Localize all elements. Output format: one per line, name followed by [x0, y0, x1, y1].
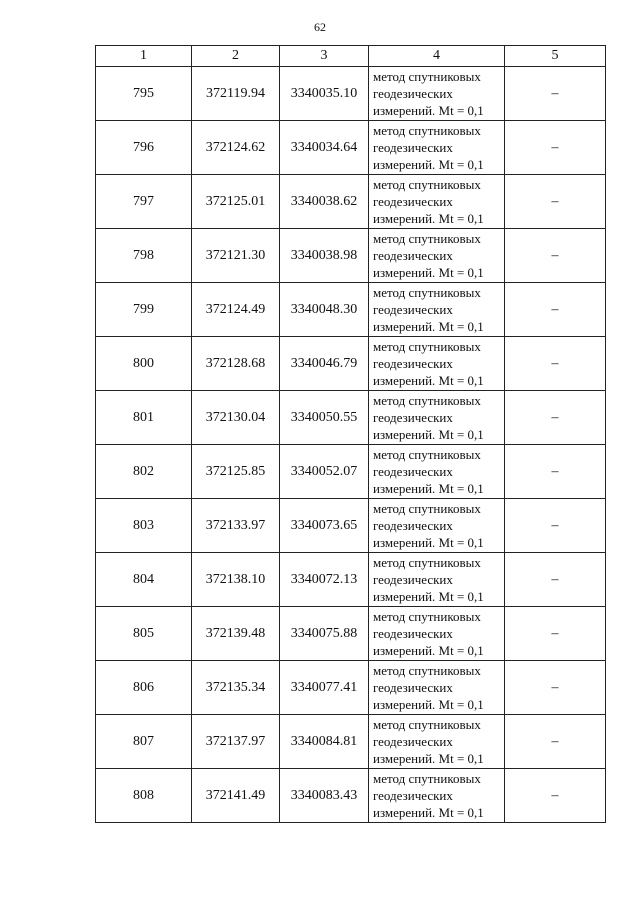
method-text-line: геодезических — [373, 680, 453, 695]
table-row — [96, 283, 606, 337]
method-cell — [369, 67, 505, 121]
table-row — [96, 499, 606, 553]
method-text-line: измерений. Mt = 0,1 — [373, 427, 484, 442]
method-text-line: геодезических — [373, 572, 453, 587]
y-coordinate-cell: 3340075.88 — [280, 607, 369, 661]
x-coordinate-cell: 372135.34 — [192, 661, 280, 715]
method-cell — [369, 715, 505, 769]
x-coordinate-cell: 372124.49 — [192, 283, 280, 337]
y-coordinate-cell: 3340072.13 — [280, 553, 369, 607]
method-text-line: измерений. Mt = 0,1 — [373, 265, 484, 280]
page-number: 62 — [314, 20, 326, 34]
y-coordinate-cell: 3340052.07 — [280, 445, 369, 499]
method-text-line: геодезических — [373, 140, 453, 155]
method-text-line: геодезических — [373, 788, 453, 803]
table-row — [96, 391, 606, 445]
y-coordinate-cell: 3340046.79 — [280, 337, 369, 391]
table-body — [96, 67, 606, 823]
table-row — [96, 67, 606, 121]
method-text-line: геодезических — [373, 518, 453, 533]
note-cell: – — [505, 553, 606, 607]
method-cell — [369, 175, 505, 229]
method-cell — [369, 661, 505, 715]
note-cell: – — [505, 283, 606, 337]
x-coordinate-cell: 372125.85 — [192, 445, 280, 499]
y-coordinate-cell: 3340048.30 — [280, 283, 369, 337]
x-coordinate-cell: 372128.68 — [192, 337, 280, 391]
method-text-line: метод спутниковых — [373, 393, 481, 408]
note-cell: – — [505, 229, 606, 283]
method-text-line: измерений. Mt = 0,1 — [373, 481, 484, 496]
x-coordinate-cell: 372137.97 — [192, 715, 280, 769]
method-text-line: измерений. Mt = 0,1 — [373, 319, 484, 334]
method-cell — [369, 229, 505, 283]
table-row — [96, 337, 606, 391]
method-text-line: измерений. Mt = 0,1 — [373, 751, 484, 766]
method-text-line: геодезических — [373, 626, 453, 641]
note-cell: – — [505, 67, 606, 121]
table-header — [96, 46, 606, 67]
method-text-line: метод спутниковых — [373, 501, 481, 516]
header-col-5: 5 — [505, 46, 606, 67]
x-coordinate-cell: 372133.97 — [192, 499, 280, 553]
y-coordinate-cell: 3340034.64 — [280, 121, 369, 175]
method-text-line: метод спутниковых — [373, 285, 481, 300]
y-coordinate-cell: 3340050.55 — [280, 391, 369, 445]
header-row — [96, 46, 606, 67]
header-col-2: 2 — [192, 46, 280, 67]
header-col-4: 4 — [369, 46, 505, 67]
method-text-line: геодезических — [373, 464, 453, 479]
point-number-cell: 806 — [96, 661, 192, 715]
method-text-line: измерений. Mt = 0,1 — [373, 589, 484, 604]
y-coordinate-cell: 3340038.62 — [280, 175, 369, 229]
point-number-cell: 802 — [96, 445, 192, 499]
coordinates-table — [95, 45, 606, 823]
method-text-line: измерений. Mt = 0,1 — [373, 697, 484, 712]
method-text-line: геодезических — [373, 302, 453, 317]
x-coordinate-cell: 372125.01 — [192, 175, 280, 229]
point-number-cell: 804 — [96, 553, 192, 607]
method-cell — [369, 607, 505, 661]
table-row — [96, 607, 606, 661]
note-cell: – — [505, 337, 606, 391]
method-text-line: геодезических — [373, 194, 453, 209]
x-coordinate-cell: 372119.94 — [192, 67, 280, 121]
method-cell — [369, 553, 505, 607]
note-cell: – — [505, 499, 606, 553]
method-text-line: метод спутниковых — [373, 609, 481, 624]
method-text-line: измерений. Mt = 0,1 — [373, 211, 484, 226]
point-number-cell: 799 — [96, 283, 192, 337]
table-row — [96, 661, 606, 715]
x-coordinate-cell: 372138.10 — [192, 553, 280, 607]
note-cell: – — [505, 769, 606, 823]
point-number-cell: 803 — [96, 499, 192, 553]
point-number-cell: 808 — [96, 769, 192, 823]
header-col-3: 3 — [280, 46, 369, 67]
method-cell — [369, 769, 505, 823]
note-cell: – — [505, 607, 606, 661]
point-number-cell: 796 — [96, 121, 192, 175]
x-coordinate-cell: 372139.48 — [192, 607, 280, 661]
table-row — [96, 715, 606, 769]
method-cell — [369, 391, 505, 445]
method-text-line: метод спутниковых — [373, 663, 481, 678]
x-coordinate-cell: 372124.62 — [192, 121, 280, 175]
method-cell — [369, 445, 505, 499]
note-cell: – — [505, 661, 606, 715]
note-cell: – — [505, 445, 606, 499]
point-number-cell: 797 — [96, 175, 192, 229]
method-text-line: метод спутниковых — [373, 177, 481, 192]
method-cell — [369, 499, 505, 553]
x-coordinate-cell: 372141.49 — [192, 769, 280, 823]
y-coordinate-cell: 3340084.81 — [280, 715, 369, 769]
method-text-line: геодезических — [373, 356, 453, 371]
table-row — [96, 445, 606, 499]
point-number-cell: 807 — [96, 715, 192, 769]
y-coordinate-cell: 3340077.41 — [280, 661, 369, 715]
point-number-cell: 805 — [96, 607, 192, 661]
method-cell — [369, 283, 505, 337]
method-text-line: геодезических — [373, 248, 453, 263]
method-text-line: измерений. Mt = 0,1 — [373, 157, 484, 172]
method-text-line: измерений. Mt = 0,1 — [373, 643, 484, 658]
method-cell — [369, 337, 505, 391]
x-coordinate-cell: 372130.04 — [192, 391, 280, 445]
point-number-cell: 801 — [96, 391, 192, 445]
point-number-cell: 800 — [96, 337, 192, 391]
y-coordinate-cell: 3340035.10 — [280, 67, 369, 121]
point-number-cell: 795 — [96, 67, 192, 121]
note-cell: – — [505, 175, 606, 229]
method-text-line: измерений. Mt = 0,1 — [373, 535, 484, 550]
method-text-line: измерений. Mt = 0,1 — [373, 805, 484, 820]
point-number-cell: 798 — [96, 229, 192, 283]
table-row — [96, 229, 606, 283]
method-text-line: метод спутниковых — [373, 69, 481, 84]
method-text-line: метод спутниковых — [373, 123, 481, 138]
y-coordinate-cell: 3340038.98 — [280, 229, 369, 283]
method-text-line: метод спутниковых — [373, 339, 481, 354]
note-cell: – — [505, 715, 606, 769]
method-text-line: измерений. Mt = 0,1 — [373, 373, 484, 388]
method-text-line: геодезических — [373, 410, 453, 425]
method-text-line: метод спутниковых — [373, 231, 481, 246]
table-row — [96, 553, 606, 607]
method-text-line: метод спутниковых — [373, 447, 481, 462]
method-text-line: метод спутниковых — [373, 771, 481, 786]
x-coordinate-cell: 372121.30 — [192, 229, 280, 283]
table-row — [96, 121, 606, 175]
method-text-line: геодезических — [373, 86, 453, 101]
y-coordinate-cell: 3340083.43 — [280, 769, 369, 823]
header-col-1: 1 — [96, 46, 192, 67]
method-cell — [369, 121, 505, 175]
y-coordinate-cell: 3340073.65 — [280, 499, 369, 553]
method-text-line: метод спутниковых — [373, 717, 481, 732]
table-row — [96, 769, 606, 823]
method-text-line: метод спутниковых — [373, 555, 481, 570]
method-text-line: измерений. Mt = 0,1 — [373, 103, 484, 118]
note-cell: – — [505, 391, 606, 445]
note-cell: – — [505, 121, 606, 175]
method-text-line: геодезических — [373, 734, 453, 749]
table-row — [96, 175, 606, 229]
